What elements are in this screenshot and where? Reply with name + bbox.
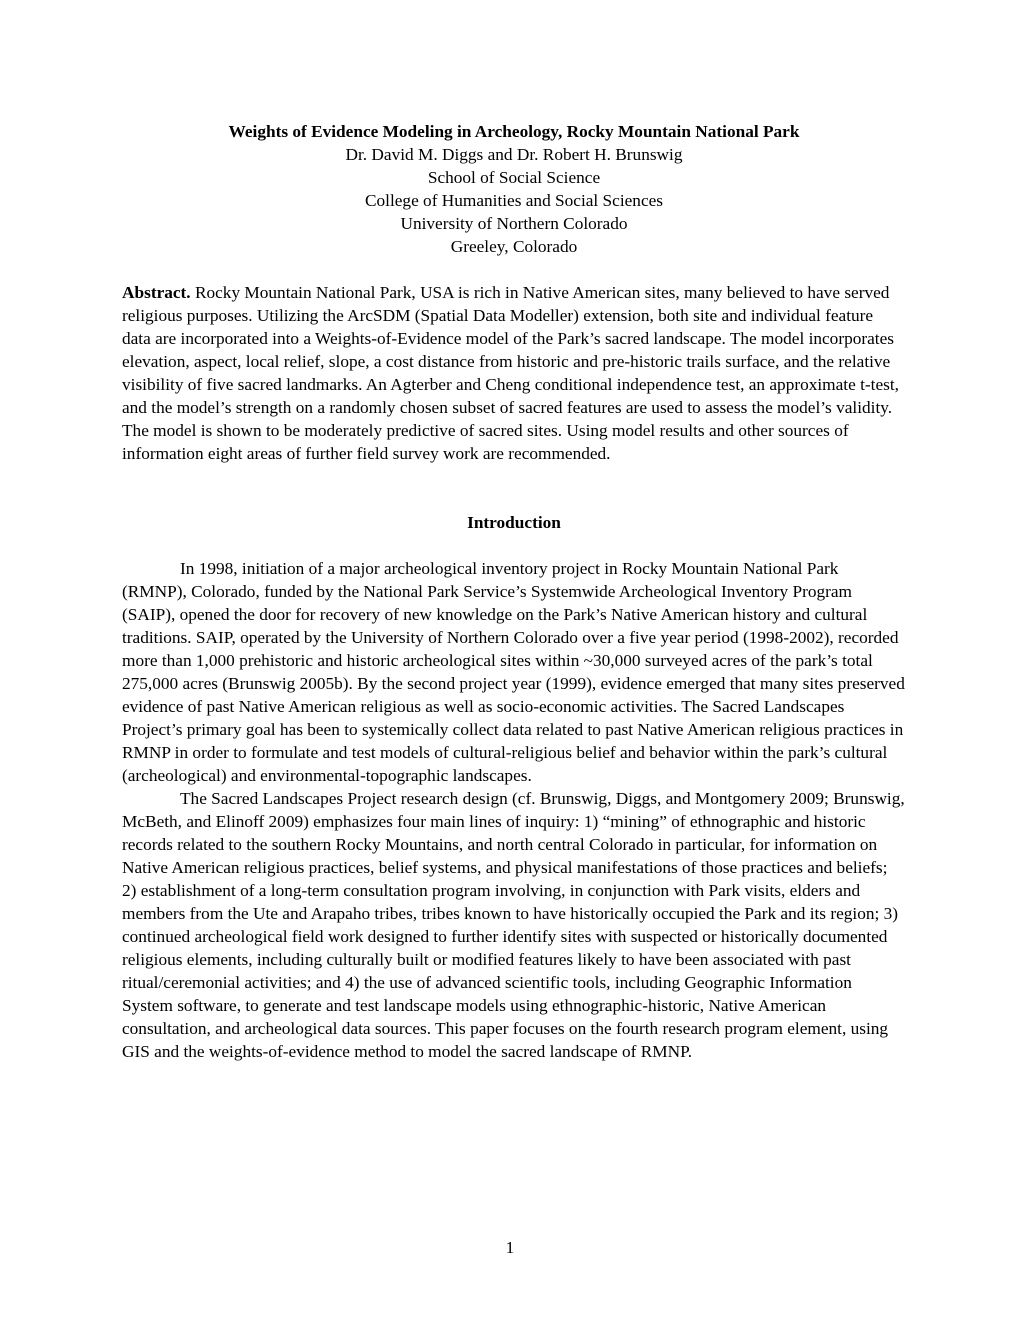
intro-paragraph-2: The Sacred Landscapes Project research design (cf. Brunswig, Diggs, and Montgomery 2009; Brunswig, McBeth, and Elinoff 2009) emphasizes four main lines of inquiry: 1) “mining” of ethnographic and historic records related to the southern Rocky Mountains, and north central Colorado in particular, for information on Native American religious practices, belief systems, and physical manifestations of those practices and beliefs; 2) establishment of a long-term consultation program involving, in conjunction with Park visits, elders and members from the Ute and Arapaho tribes, tribes known to have historically occupied the Park and its region; 3) continued archeological field work designed to further identify sites with suspected or historically documented religious elements, including culturally built or modified features likely to have been associated with past ritual/ceremonial activities; and 4) the use of advanced scientific tools, including Geographic Information System software, to generate and test landscape models using ethnographic-historic, Native American consultation, and archeological data sources. This paper focuses on the fourth research program element, using GIS and the weights-of-evidence method to model the sacred landscape of RMNP. <box>122 789 905 1061</box>
paper-title: Weights of Evidence Modeling in Archeology, Rocky Mountain National Park <box>228 122 800 141</box>
authors: Dr. David M. Diggs and Dr. Robert H. Brunswig <box>345 145 683 164</box>
abstract-text: Rocky Mountain National Park, USA is rich in Native American sites, many believed to have served religious purposes. Utilizing the ArcSDM (Spatial Data Modeller) extension, both site and individual feature data are incorporated into a Weights-of-Evidence model of the Park’s sacred landscape. The model incorporates elevation, aspect, local relief, slope, a cost distance from historic and pre-historic trails surface, and the relative visibility of five sacred landmarks. An Agterber and Cheng conditional independence test, an approximate t-test, and the model’s strength on a randomly chosen subset of sacred features are used to assess the model’s validity. The model is shown to be moderately predictive of sacred sites. Using model results and other sources of information eight areas of further field survey work are recommended. <box>122 283 899 463</box>
title-block <box>122 120 906 258</box>
abstract <box>122 281 906 465</box>
page-number: 1 <box>505 1238 515 1257</box>
intro-paragraph-1: In 1998, initiation of a major archeological inventory project in Rocky Mountain National Park (RMNP), Colorado, funded by the National Park Service’s Systemwide Archeological Inventory Program (SAIP), opened the door for recovery of new knowledge on the Park’s Native American history and cultural traditions. SAIP, operated by the University of Northern Colorado over a five year period (1998-2002), recorded more than 1,000 prehistoric and historic archeological sites within ~30,000 surveyed acres of the park’s total 275,000 acres (Brunswig 2005b). By the second project year (1999), evidence emerged that many sites preserved evidence of past Native American religious as well as socio-economic activities. The Sacred Landscapes Project’s primary goal has been to systemically collect data related to past Native American religious practices in RMNP in order to formulate and test models of cultural-religious belief and behavior within the park’s cultural (archeological) and environmental-topographic landscapes. <box>122 559 905 785</box>
location: Greeley, Colorado <box>450 237 578 256</box>
university: University of Northern Colorado <box>400 214 628 233</box>
college: College of Humanities and Social Sciences <box>364 191 664 210</box>
abstract-label: Abstract. <box>122 283 191 302</box>
section-heading-introduction: Introduction <box>467 513 561 532</box>
school: School of Social Science <box>427 168 601 187</box>
page-content <box>122 120 906 1063</box>
